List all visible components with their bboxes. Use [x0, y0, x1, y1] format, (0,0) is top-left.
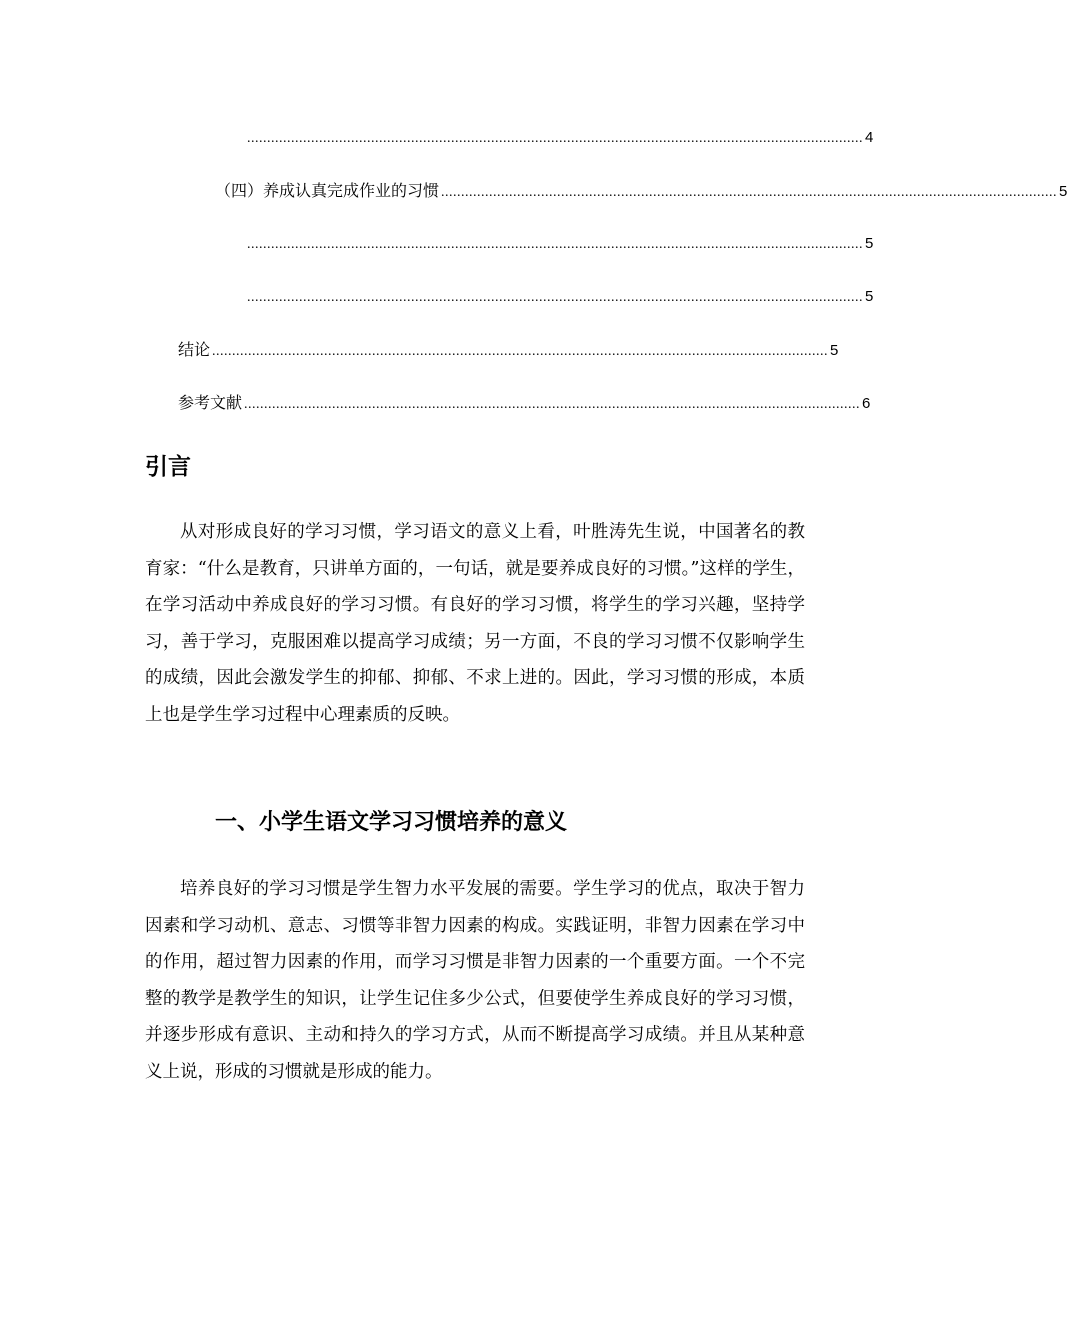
toc-page-number: 4	[865, 129, 874, 146]
section-1-heading: 一、小学生语文学习习惯培养的意义	[215, 810, 568, 835]
toc-entry[interactable]	[178, 338, 839, 362]
toc-entry[interactable]	[245, 285, 874, 309]
toc-dot-leader: ..........................................................................................................................................................	[212, 344, 829, 359]
toc-dot-leader: ..........................................................................................................................................................	[244, 397, 861, 412]
toc-page-number: 5	[865, 235, 874, 252]
toc-entry-label: 结论	[178, 340, 211, 359]
toc-entry[interactable]	[245, 126, 874, 150]
toc-dot-leader: ..........................................................................................................................................................	[247, 237, 863, 252]
intro-paragraph: 从对形成良好的学习习惯，学习语文的意义上看，叶胜涛先生说，中国著名的教育家：“什么是教育，只讲单方面的，一句话，就是要养成良好的习惯。”这样的学生，在学习活动中养成良好的学习习惯。有良好的学习习惯，将学生的学习兴趣，坚持学习，善于学习，克服困难以提高学习成绩；另一方面，不良的学习习惯不仅影响学生的成绩，因此会激发学生的抑郁、抑郁、不求上进的。因此，学习习惯的形成，本质上也是学生学习过程中心理素质的反映。	[145, 522, 805, 725]
toc-entry-label: （四）养成认真完成作业的习惯	[215, 181, 440, 200]
section-1-paragraph: 培养良好的学习习惯是学生智力水平发展的需要。学生学习的优点，取决于智力因素和学习动机、意志、习惯等非智力因素的构成。实践证明，非智力因素在学习中的作用，超过智力因素的作用，而学习习惯是非智力因素的一个重要方面。一个不完整的教学是教学生的知识，让学生记住多少公式，但要使学生养成良好的学习习惯，并逐步形成有意识、主动和持久的学习方式，从而不断提高学习成绩。并且从某种意义上说，形成的习惯就是形成的能力。	[145, 879, 805, 1082]
toc-page-number: 5	[830, 342, 839, 359]
toc-dot-leader: ..........................................................................................................................................................	[247, 290, 863, 305]
toc-page-number: 5	[1059, 183, 1067, 200]
toc-entry[interactable]	[245, 232, 874, 256]
toc-page-number: 6	[862, 395, 871, 412]
toc-entry[interactable]	[215, 179, 1067, 203]
toc-page-number: 5	[865, 288, 874, 305]
toc-entry-label: 参考文献	[178, 393, 243, 412]
toc-dot-leader: ..........................................................................................................................................................	[247, 131, 863, 146]
intro-heading: 引言	[145, 454, 191, 480]
toc-entry[interactable]	[178, 391, 871, 415]
toc-dot-leader: ..........................................................................................................................................................	[441, 185, 1058, 200]
